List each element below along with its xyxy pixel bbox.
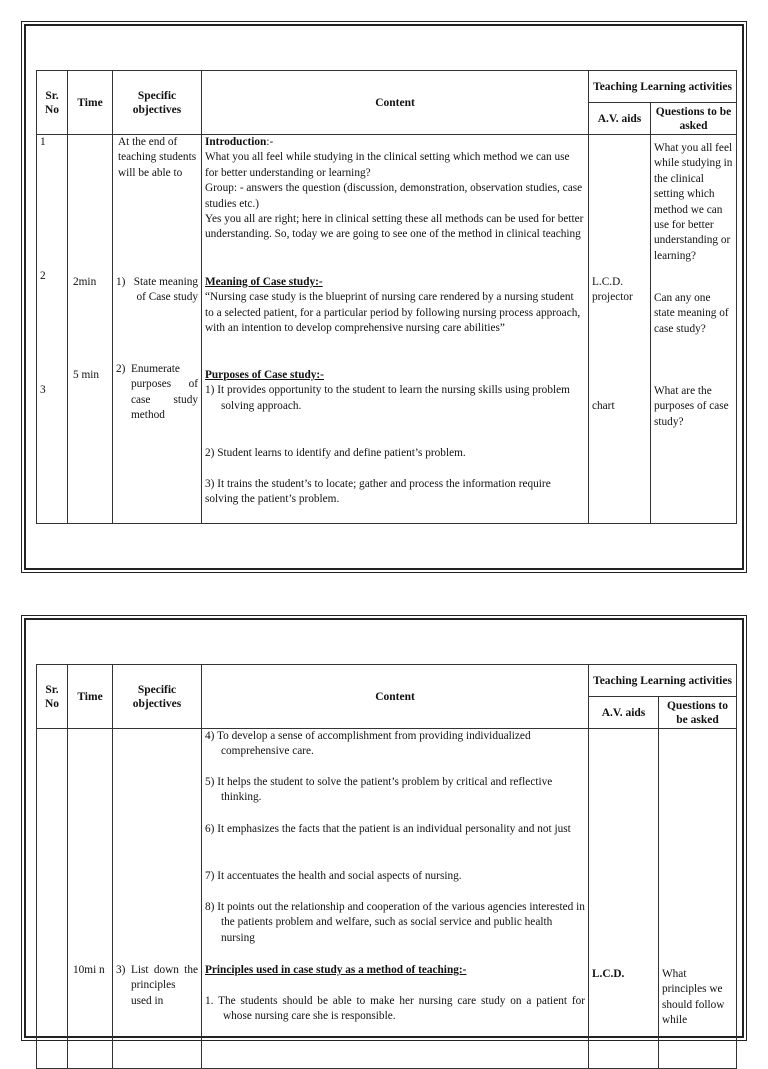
document-page-1 <box>24 24 744 570</box>
question-3: What are the purposes of case study? <box>654 385 729 428</box>
sr-1: 1 <box>40 136 46 148</box>
av-aids-column <box>589 729 659 1069</box>
lesson-plan-table <box>36 70 737 524</box>
purposes-block <box>205 368 585 414</box>
objective-1-text: State meaning of Case study <box>133 276 198 304</box>
meaning-block <box>205 275 585 337</box>
header-specific-objectives: Specific objectives <box>113 71 202 135</box>
sr-2: 2 <box>40 270 46 282</box>
time-2: 2min <box>73 276 97 288</box>
header-questions: Questions to be asked <box>659 697 737 729</box>
introduction-question: What you all feel while studying in the clinical setting which method we can use for better understanding or learning? <box>205 151 570 179</box>
header-av-aids: A.V. aids <box>589 697 659 729</box>
av-aid-lcd-projector: L.C.D. projector <box>592 276 633 304</box>
objective-2 <box>116 362 198 424</box>
introduction-answer: Yes you all are right; here in clinical setting these all methods can be used for better understanding. So, today we are going to see one of the method in clinical teaching <box>205 213 584 241</box>
header-time: Time <box>68 665 113 729</box>
time-3: 5 min <box>73 369 100 381</box>
question-1: What you all feel while studying in the clinical setting which method we can use for better understanding or learning? <box>654 142 733 262</box>
purpose-1: 1) It provides opportunity to the student to learn the nursing skills using problem solving approach. <box>205 384 570 412</box>
questions-column <box>651 135 737 524</box>
document-page-2 <box>24 618 744 1038</box>
lesson-plan-table-continued <box>36 664 737 1069</box>
av-aids-column <box>589 135 651 524</box>
content-column <box>202 135 589 524</box>
objective-3 <box>116 963 198 1009</box>
objective-1 <box>116 275 198 306</box>
purpose-7: 7) It accentuates the health and social aspects of nursing. <box>205 870 462 882</box>
principles-heading: Principles used in case study as a method of teaching:- <box>205 964 467 976</box>
objective-intro: At the end of teaching students will be able to <box>118 136 197 179</box>
header-questions: Questions to be asked <box>651 103 737 135</box>
header-av-aids: A.V. aids <box>589 103 651 135</box>
purpose-6: 6) It emphasizes the facts that the patient is an individual personality and not just <box>205 823 571 835</box>
objective-2-text: Enumerate purposes of case study method <box>131 363 198 422</box>
sr-column <box>37 135 68 524</box>
purpose-3: 3) It trains the student’s to locate; gather and process the information require solving the patient’s problem. <box>205 478 551 506</box>
objectives-column <box>113 135 202 524</box>
purposes-heading: Purposes of Case study:- <box>205 369 324 381</box>
introduction-group: Group: - answers the question (discussion, demonstration, observation studies, case studies etc.) <box>205 182 583 210</box>
av-aid-chart: chart <box>592 400 615 412</box>
time-column <box>68 729 113 1069</box>
time-column <box>68 135 113 524</box>
objective-3-text: List down the principles used in <box>131 964 198 1007</box>
header-sr-no: Sr. No <box>37 71 68 135</box>
header-teaching-learning-activities: Teaching Learning activities <box>589 71 737 103</box>
objective-1-number: 1) <box>116 276 126 288</box>
question-4: What principles we should follow while <box>662 968 725 1027</box>
sr-column <box>37 729 68 1069</box>
header-content: Content <box>202 665 589 729</box>
purpose-2: 2) Student learns to identify and define patient’s problem. <box>205 447 466 459</box>
questions-column <box>659 729 737 1069</box>
header-specific-objectives: Specific objectives <box>113 665 202 729</box>
header-teaching-learning-activities: Teaching Learning activities <box>589 665 737 697</box>
meaning-heading: Meaning of Case study:- <box>205 276 323 288</box>
objectives-column <box>113 729 202 1069</box>
av-aid-lcd: L.C.D. <box>592 968 625 980</box>
purpose-4: 4) To develop a sense of accomplishment from providing individualized comprehensive care. <box>205 730 531 758</box>
introduction-heading: Introduction:- <box>205 136 274 148</box>
purpose-8: 8) It points out the relationship and cooperation of the various agencies interested in the patients problem and welfare, such as social service and public health nursing <box>205 901 585 944</box>
purpose-5: 5) It helps the student to solve the patient’s problem by critical and reflective thinking. <box>205 776 553 804</box>
sr-3: 3 <box>40 384 46 396</box>
header-sr-no: Sr. No <box>37 665 68 729</box>
header-time: Time <box>68 71 113 135</box>
question-2: Can any one state meaning of case study? <box>654 292 729 335</box>
principle-1: 1. The students should be able to make her nursing care study on a patient for whose nursing care she is responsible. <box>205 995 585 1023</box>
header-content: Content <box>202 71 589 135</box>
introduction-block <box>205 135 585 243</box>
content-column <box>202 729 589 1069</box>
meaning-definition: “Nursing case study is the blueprint of nursing care rendered by a nursing student to a selected patient, for a particular period by following nursing process approach, with an intention to develop comprehensive nursing care abilities” <box>205 291 581 335</box>
time-4: 10mi n <box>73 964 105 976</box>
objective-3-number: 3) <box>116 964 126 976</box>
objective-2-number: 2) <box>116 363 126 375</box>
